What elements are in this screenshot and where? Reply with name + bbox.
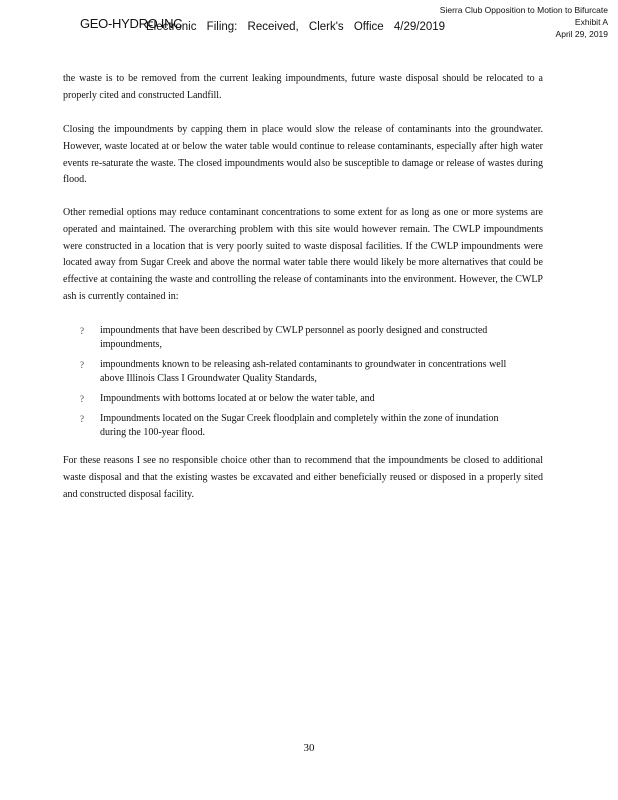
exhibit-line-date: April 29, 2019 xyxy=(555,29,608,39)
company-name: GEO-HYDRO INC xyxy=(80,16,183,31)
paragraph-text: Other remedial options may reduce contaminant concentrations to some extent for as long as one or more systems are operated and maintained. The overarching problem with this site would however remain. The CWLP impoundments were constructed in a location that is very poorly suited to waste disposal facilities. If the CWLP impoundments were located away from Sugar Creek and above the normal water table there would likely be more alternatives that could be effective at containing the waste and controlling the release of contaminants into the environment. However, the CWLP ash is currently contained in: xyxy=(63,207,543,302)
filing-stamp: Electronic Filing: Received, Clerk's Office 4/29/2019 xyxy=(146,21,446,33)
page-number: 30 xyxy=(303,742,315,754)
bullet-marker: ? xyxy=(80,394,84,404)
list-item xyxy=(80,392,525,406)
list-item-text: Impoundments with bottoms located at or below the water table, and xyxy=(100,393,375,404)
exhibit-line-exhibit: Exhibit A xyxy=(574,17,608,27)
paragraph-text: Closing the impoundments by capping them in place would slow the release of contaminants into the groundwater. However, waste located at or below the water table would continue to release contaminants, especially after high water events re-saturate the waste. The closed impoundments would also be susceptible to damage or release of wastes during flood. xyxy=(63,124,543,186)
paragraph-text: For these reasons I see no responsible choice other than to recommend that the impoundments be closed to additional waste disposal and that the existing wastes be excavated and either beneficially reused or disposed in a properly sited and constructed disposal facility. xyxy=(63,455,543,500)
bullet-list xyxy=(80,324,525,446)
bullet-marker: ? xyxy=(80,326,84,336)
exhibit-label xyxy=(440,4,608,40)
list-item xyxy=(80,324,525,352)
body-paragraph-3 xyxy=(63,205,543,306)
body-paragraph-4 xyxy=(63,453,543,503)
bullet-marker: ? xyxy=(80,360,84,370)
list-item-text: impoundments that have been described by CWLP personnel as poorly designed and constructed impoundments, xyxy=(100,325,488,350)
list-item-text: Impoundments located on the Sugar Creek floodplain and completely within the zone of inundation during the 100-year flood. xyxy=(100,413,499,438)
bullet-marker: ? xyxy=(80,414,84,424)
list-item xyxy=(80,412,525,440)
paragraph-text: the waste is to be removed from the current leaking impoundments, future waste disposal should be relocated to a properly cited and constructed Landfill. xyxy=(63,73,543,101)
list-item-text: impoundments known to be releasing ash-related contaminants to groundwater in concentrations well above Illinois Class I Groundwater Quality Standards, xyxy=(100,359,507,384)
body-paragraph-2 xyxy=(63,122,543,189)
list-item xyxy=(80,358,525,386)
body-paragraph-1 xyxy=(63,71,543,105)
exhibit-line-case: Sierra Club Opposition to Motion to Bifurcate xyxy=(439,5,608,15)
